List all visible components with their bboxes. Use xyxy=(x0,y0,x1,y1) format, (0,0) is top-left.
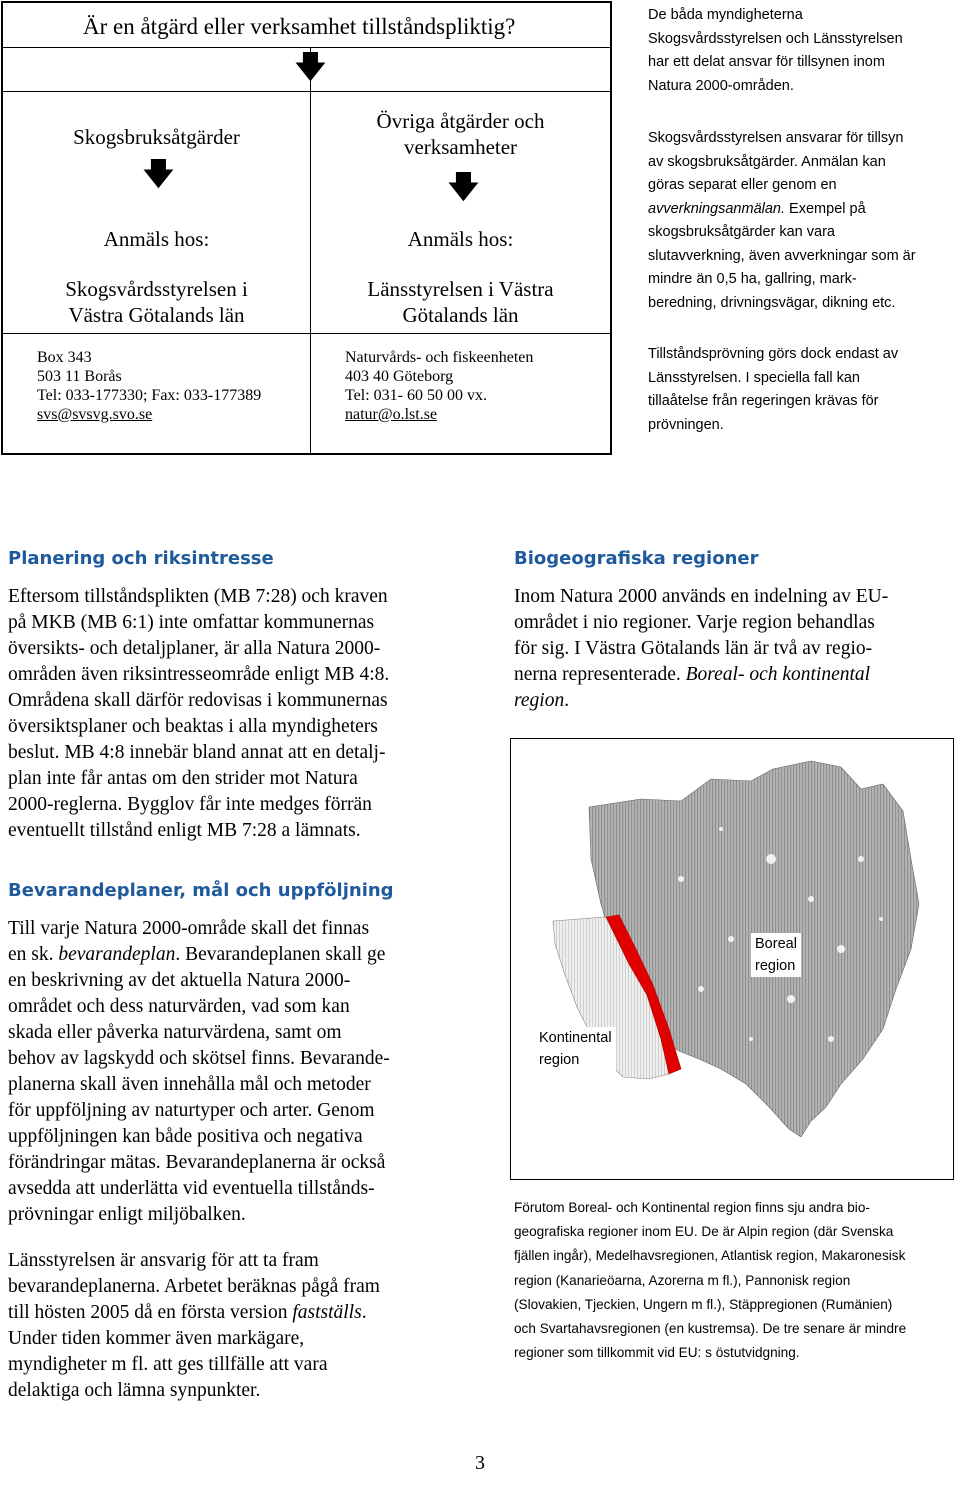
biogeo-heading: Biogeografiska regioner xyxy=(514,548,759,569)
sidebar-line: prövningen. xyxy=(648,416,724,433)
conservation-body-2 xyxy=(8,1248,488,1404)
body-line: Länsstyrelsen är ansvarig för att ta fram xyxy=(8,1250,319,1271)
conservation-body xyxy=(8,916,488,1228)
sidebar-line: av skogsbruksåtgärder. Anmälan kan xyxy=(648,153,886,170)
boreal-label xyxy=(751,933,801,977)
sidebar-line: Skogsvårdsstyrelsen ansvarar för tillsyn xyxy=(648,130,904,146)
body-line: för uppföljning av naturtyper och arter. Genom xyxy=(8,1100,375,1121)
right-authority-line2: Götalands län xyxy=(402,303,519,327)
body-text: . xyxy=(361,1302,367,1323)
sidebar-text: Exempel på xyxy=(785,200,866,217)
body-line: avsedda att underlätta vid eventuella tillstånds- xyxy=(8,1178,375,1199)
sidebar-line: beredning, drivningsvägar, dikning etc. xyxy=(648,294,896,311)
biogeo-body xyxy=(514,584,954,714)
body-line: en beskrivning av det aktuella Natura 2000- xyxy=(8,970,351,991)
body-line: områden även riksintresseområde enligt MB 4:8. xyxy=(8,664,390,685)
body-line: området och dess naturvärden, vad som kan xyxy=(8,996,350,1017)
body-line: prövningar enligt miljöbalken. xyxy=(8,1204,246,1225)
body-line: området i nio regioner. Varje region behandlas xyxy=(514,612,875,633)
sidebar-line: Tillståndsprövning görs dock endast av xyxy=(648,346,899,362)
right-contact-line2: 403 40 Göteborg xyxy=(345,368,454,385)
body-line: skada eller påverka naturvärdena, samt om xyxy=(8,1022,342,1043)
body-italic-term: Boreal- och kontinental xyxy=(685,664,871,685)
map-caption xyxy=(514,1196,954,1365)
caption-line: och Svartahavsregionen (en kustremsa). De tre senare är mindre xyxy=(514,1321,907,1337)
body-text: . xyxy=(564,690,570,711)
body-line: myndigheter m fl. att ges tillfälle att vara xyxy=(8,1354,328,1375)
sidebar-paragraph-3 xyxy=(648,343,958,437)
planning-heading: Planering och riksintresse xyxy=(8,548,274,569)
body-line: förändringar mätas. Bevarandeplanerna är också xyxy=(8,1152,386,1173)
right-report-label: Anmäls hos: xyxy=(407,227,514,251)
left-contact-line2: 503 11 Borås xyxy=(37,368,122,385)
sidebar-line: slutavverkning, även avverkningar som är xyxy=(648,247,916,264)
sidebar-line: har ett delat ansvar för tillsynen inom xyxy=(648,54,885,70)
right-authority-line1: Länsstyrelsen i Västra xyxy=(367,277,554,301)
sidebar-line: De båda myndigheterna xyxy=(648,7,803,23)
sidebar-line xyxy=(648,198,958,222)
caption-line: Förutom Boreal- och Kontinental region finns sju andra bio- xyxy=(514,1200,870,1215)
body-line: översikts- och detaljplaner, är alla Natura 2000- xyxy=(8,638,381,659)
map-label-line: region xyxy=(539,1052,580,1068)
divider xyxy=(3,333,610,334)
body-line: planerna skall även innehålla mål och metoder xyxy=(8,1074,371,1095)
caption-line: geografiska regioner inom EU. De är Alpin region (där Svenska xyxy=(514,1224,894,1240)
sidebar-line: Länsstyrelsen. I speciella fall kan xyxy=(648,369,860,386)
body-line: Inom Natura 2000 används en indelning av EU- xyxy=(514,586,889,607)
caption-line: regioner som tillkommit vid EU: s östutvidgning. xyxy=(514,1345,800,1361)
permit-flow-box xyxy=(1,1,612,455)
map-label-line: region xyxy=(755,958,796,974)
caption-line: fjällen ingår), Medelhavsregionen, Atlantisk region, Makaronesisk xyxy=(514,1248,906,1264)
region-map-svg xyxy=(511,739,953,1179)
body-line: eventuellt tillstånd enligt MB 7:28 a lämnats. xyxy=(8,820,361,841)
left-heading: Skogsbruksåtgärder xyxy=(73,125,240,149)
body-line: beslut. MB 4:8 innebär bland annat att en detalj- xyxy=(8,742,386,763)
body-line xyxy=(514,688,954,714)
sidebar-line: mindre än 0,5 ha, gallring, mark- xyxy=(648,271,857,287)
caption-line: (Slovakien, Tjeckien, Ungern m fl.), Stäppregionen (Rumänien) xyxy=(514,1296,893,1312)
arrow-down-icon: 🡇 xyxy=(448,170,479,205)
sidebar-line: skogsbruksåtgärder kan vara xyxy=(648,224,835,240)
right-email-link[interactable]: natur@o.lst.se xyxy=(345,406,438,423)
body-line: plan inte får antas om den strider mot Natura xyxy=(8,768,358,789)
right-contact-line3: Tel: 031- 60 50 00 vx. xyxy=(345,387,487,404)
sidebar-line: Skogsvårdsstyrelsen och Länsstyrelsen xyxy=(648,30,903,47)
body-text: en sk. xyxy=(8,944,59,965)
body-text: till hösten 2005 då en första version xyxy=(8,1302,293,1323)
body-line: Områdena skall därför redovisas i kommunernas xyxy=(8,690,388,711)
body-italic-term: fastställs xyxy=(292,1302,362,1323)
body-line: 2000-reglerna. Bygglov får inte medges förrän xyxy=(8,794,372,815)
body-line: delaktiga och lämna synpunkter. xyxy=(8,1380,261,1401)
arrow-down-icon: 🡇 xyxy=(295,50,326,85)
sidebar-line: göras separat eller genom en xyxy=(648,177,837,193)
page-number: 3 xyxy=(475,1452,485,1474)
right-heading-line2: verksamheter xyxy=(403,135,518,159)
body-line xyxy=(8,942,488,968)
left-email-link[interactable]: svs@svsvg.svo.se xyxy=(37,406,153,423)
body-italic-term: region xyxy=(514,690,565,711)
caption-line: region (Kanarieöarna, Azorerna m fl.), Pannonisk region xyxy=(514,1272,851,1288)
planning-body xyxy=(8,584,478,844)
body-text: . Bevarandeplanen skall ge xyxy=(175,944,386,965)
biogeo-map xyxy=(510,738,954,1180)
body-line: Till varje Natura 2000-område skall det finnas xyxy=(8,918,370,939)
sidebar-italic-term: avverkningsanmälan. xyxy=(648,200,786,217)
body-line: Eftersom tillståndsplikten (MB 7:28) och kraven xyxy=(8,586,388,607)
body-text: nerna representerade. xyxy=(514,664,686,685)
body-line: översiktsplaner och beaktas i alla myndigheters xyxy=(8,716,378,737)
sidebar-paragraph-1 xyxy=(648,4,958,98)
right-contact-line1: Naturvårds- och fiskeenheten xyxy=(345,349,534,366)
body-line: Under tiden kommer även markägare, xyxy=(8,1328,305,1349)
arrow-down-icon: 🡇 xyxy=(143,157,174,192)
flow-title-cell xyxy=(3,3,610,48)
left-authority-line1: Skogsvårdsstyrelsen i xyxy=(65,277,248,301)
flow-title: Är en åtgärd eller verksamhet tillståndspliktig? xyxy=(83,14,516,39)
continental-label xyxy=(535,1027,616,1071)
left-authority-line2: Västra Götalands län xyxy=(68,303,245,327)
body-line: på MKB (MB 6:1) inte omfattar kommunernas xyxy=(8,612,375,633)
body-line: behov av lagskydd och skötsel finns. Bevarande- xyxy=(8,1048,390,1069)
body-line xyxy=(514,662,954,688)
left-report-label: Anmäls hos: xyxy=(103,227,210,251)
map-label-line: Boreal xyxy=(755,936,797,952)
left-contact-line3: Tel: 033-177330; Fax: 033-177389 xyxy=(37,387,262,404)
right-heading-line1: Övriga åtgärder och xyxy=(376,109,545,133)
body-line: bevarandeplanerna. Arbetet beräknas pågå fram xyxy=(8,1276,380,1297)
map-label-line: Kontinental xyxy=(539,1030,612,1046)
body-italic-term: bevarandeplan xyxy=(58,944,176,965)
body-line: uppföljningen kan både positiva och negativa xyxy=(8,1126,363,1147)
divider xyxy=(3,91,610,92)
sidebar-line: Natura 2000-områden. xyxy=(648,77,794,94)
body-line xyxy=(8,1300,488,1326)
sidebar-paragraph-2 xyxy=(648,127,958,315)
left-contact-line1: Box 343 xyxy=(37,349,92,366)
sidebar-line: tillaåtelse från regeringen krävas för xyxy=(648,393,879,409)
body-line: för sig. I Västra Götalands län är två av regio- xyxy=(514,638,873,659)
conservation-heading: Bevarandeplaner, mål och uppföljning xyxy=(8,880,394,901)
